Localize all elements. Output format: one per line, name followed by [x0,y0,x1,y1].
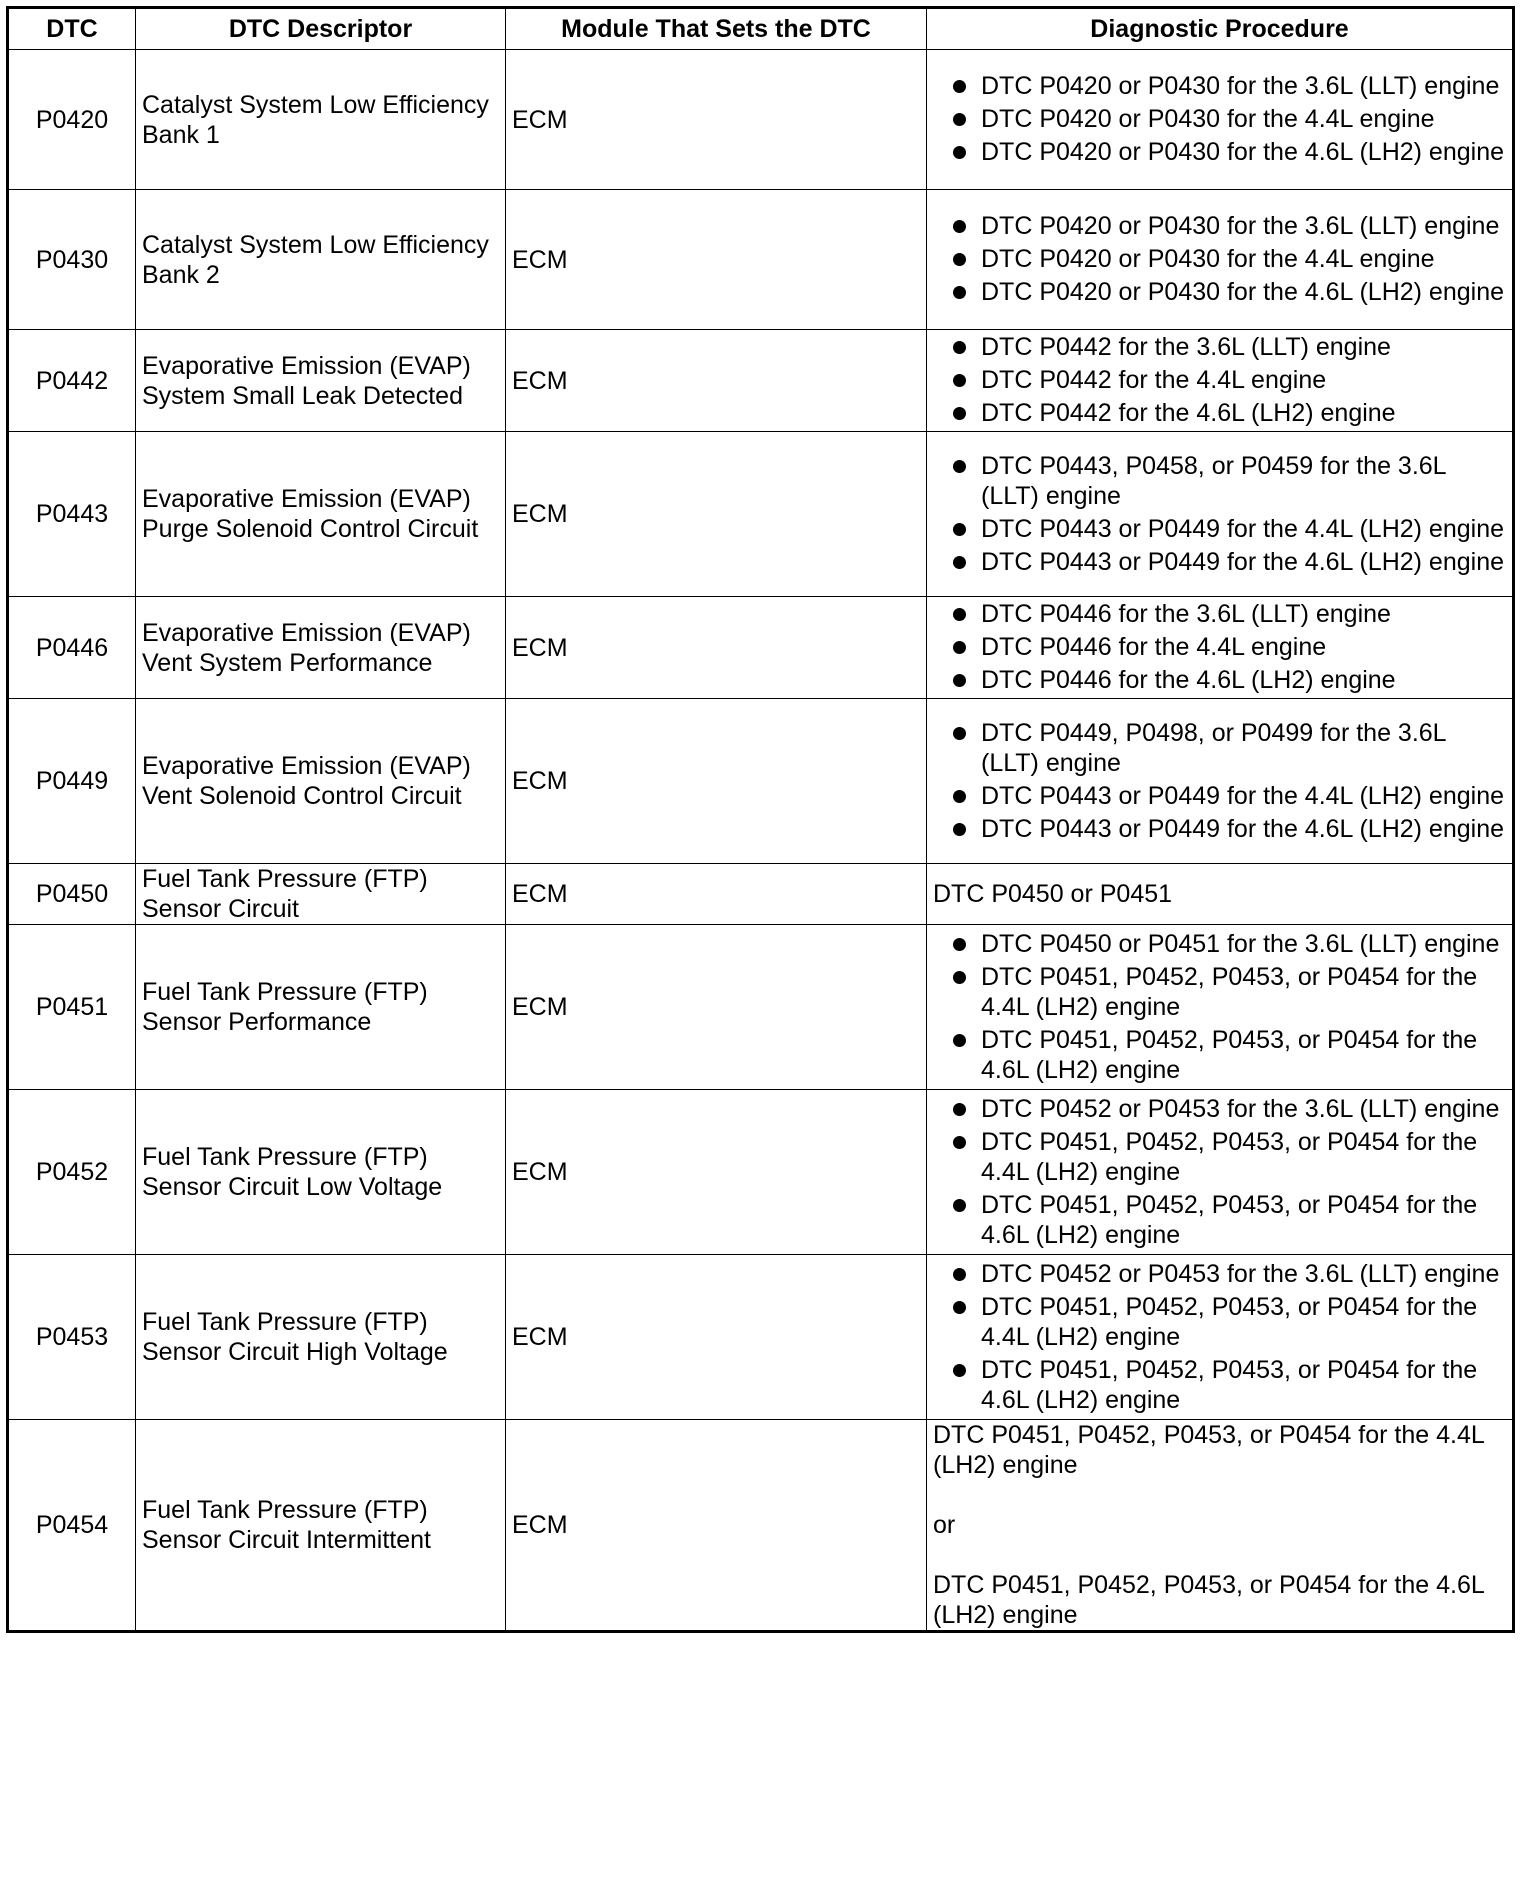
diagnostic-procedure [927,1420,1514,1632]
module-cell: ECM [506,330,927,432]
table-row [8,1090,1514,1255]
dtc-code: P0446 [8,597,136,699]
table-row [8,864,1514,925]
diagnostic-procedure [927,50,1514,190]
procedure-text[interactable]: DTC P0450 or P0451 [933,880,1173,908]
module-cell: ECM [506,432,927,597]
dtc-code: P0449 [8,699,136,864]
table-row [8,1420,1514,1632]
dtc-descriptor [136,925,506,1090]
procedure-list [933,1259,1506,1415]
procedure-link[interactable]: DTC P0443 or P0449 for the 4.6L (LH2) engine [933,547,1506,577]
dtc-descriptor [136,432,506,597]
module-cell: ECM [506,699,927,864]
procedure-link[interactable]: DTC P0446 for the 4.6L (LH2) engine [933,665,1506,695]
header-module: Module That Sets the DTC [506,8,927,50]
procedure-link[interactable]: DTC P0420 or P0430 for the 4.6L (LH2) engine [933,277,1506,307]
procedure-link[interactable]: DTC P0451, P0452, P0453, or P0454 for the 4.6L (LH2) engine [933,1190,1506,1250]
dtc-descriptor [136,50,506,190]
descriptor-line: Sensor Performance [142,1008,372,1036]
header-procedure: Diagnostic Procedure [927,8,1514,50]
descriptor-line: Fuel Tank Pressure (FTP) [142,865,428,893]
table-row [8,699,1514,864]
procedure-list [933,1094,1506,1250]
diagnostic-procedure [927,1090,1514,1255]
header-dtc: DTC [8,8,136,50]
dtc-code: P0420 [8,50,136,190]
dtc-descriptor [136,1420,506,1632]
descriptor-line: Evaporative Emission (EVAP) [142,485,471,513]
table-row [8,1255,1514,1420]
procedure-link[interactable]: DTC P0443 or P0449 for the 4.6L (LH2) engine [933,814,1506,844]
descriptor-line: Bank 2 [142,260,220,289]
procedure-link[interactable]: DTC P0442 for the 4.4L engine [933,365,1506,395]
descriptor-line: Catalyst System Low Efficiency [142,230,489,259]
module-cell: ECM [506,190,927,330]
diagnostic-procedure [927,1255,1514,1420]
descriptor-line: Fuel Tank Pressure (FTP) [142,1308,428,1336]
procedure-list [933,929,1506,1085]
descriptor-line: Sensor Circuit Low Voltage [142,1173,443,1201]
module-cell: ECM [506,864,927,925]
descriptor-line: Sensor Circuit Intermittent [142,1526,431,1554]
diagnostic-procedure [927,925,1514,1090]
procedure-link[interactable]: DTC P0452 or P0453 for the 3.6L (LLT) engine [933,1259,1506,1289]
procedure-link[interactable]: DTC P0420 or P0430 for the 4.6L (LH2) engine [933,137,1506,167]
dtc-code: P0452 [8,1090,136,1255]
descriptor-line: Catalyst System Low Efficiency [142,90,489,119]
descriptor-line: Evaporative Emission (EVAP) [142,752,471,780]
module-cell: ECM [506,1420,927,1632]
descriptor-line: System Small Leak Detected [142,381,463,410]
dtc-code: P0430 [8,190,136,330]
procedure-link[interactable]: DTC P0451, P0452, P0453, or P0454 for the 4.4L (LH2) engine [933,1292,1506,1352]
table-row [8,597,1514,699]
diagnostic-procedure [927,864,1514,925]
dtc-code: P0453 [8,1255,136,1420]
table-row [8,432,1514,597]
procedure-link[interactable]: DTC P0443, P0458, or P0459 for the 3.6L (LLT) engine [933,451,1506,511]
procedure-link[interactable]: DTC P0446 for the 3.6L (LLT) engine [933,599,1506,629]
module-cell: ECM [506,50,927,190]
procedure-link[interactable]: DTC P0452 or P0453 for the 3.6L (LLT) engine [933,1094,1506,1124]
dtc-descriptor [136,1090,506,1255]
table-row [8,330,1514,432]
dtc-descriptor [136,864,506,925]
descriptor-line: Purge Solenoid Control Circuit [142,515,479,543]
diagnostic-procedure [927,190,1514,330]
procedure-link[interactable]: DTC P0443 or P0449 for the 4.4L (LH2) engine [933,514,1506,544]
document-page [6,6,1512,1633]
procedure-link[interactable]: DTC P0443 or P0449 for the 4.4L (LH2) engine [933,781,1506,811]
module-cell: ECM [506,597,927,699]
descriptor-line: Evaporative Emission (EVAP) [142,618,471,647]
dtc-code: P0454 [8,1420,136,1632]
procedure-list [933,451,1506,577]
procedure-link[interactable]: DTC P0420 or P0430 for the 3.6L (LLT) engine [933,211,1506,241]
descriptor-line: Sensor Circuit High Voltage [142,1338,448,1366]
diagnostic-procedure [927,432,1514,597]
diagnostic-procedure [927,699,1514,864]
dtc-descriptor [136,190,506,330]
procedure-list [933,599,1506,695]
procedure-link[interactable]: DTC P0450 or P0451 for the 3.6L (LLT) engine [933,929,1506,959]
dtc-descriptor [136,699,506,864]
descriptor-line: Vent Solenoid Control Circuit [142,782,462,810]
procedure-link[interactable]: DTC P0420 or P0430 for the 4.4L engine [933,104,1506,134]
table-row [8,925,1514,1090]
procedure-link[interactable]: DTC P0442 for the 4.6L (LH2) engine [933,398,1506,428]
dtc-code: P0451 [8,925,136,1090]
procedure-list [933,332,1506,428]
procedure-text[interactable]: DTC P0451, P0452, P0453, or P0454 for the 4.6L (LH2) engine [933,1571,1484,1629]
procedure-link[interactable]: DTC P0451, P0452, P0453, or P0454 for the 4.6L (LH2) engine [933,1355,1506,1415]
procedure-list [933,718,1506,844]
procedure-text[interactable]: DTC P0451, P0452, P0453, or P0454 for the 4.4L (LH2) engine [933,1421,1484,1479]
procedure-list [933,211,1506,307]
procedure-link[interactable]: DTC P0420 or P0430 for the 3.6L (LLT) engine [933,71,1506,101]
diagnostic-procedure [927,330,1514,432]
descriptor-line: Fuel Tank Pressure (FTP) [142,1143,428,1171]
procedure-link[interactable]: DTC P0446 for the 4.4L engine [933,632,1506,662]
descriptor-line: Vent System Performance [142,648,433,677]
module-cell: ECM [506,1090,927,1255]
procedure-link[interactable]: DTC P0451, P0452, P0453, or P0454 for the 4.4L (LH2) engine [933,962,1506,1022]
table-row [8,50,1514,190]
descriptor-line: Bank 1 [142,120,220,149]
dtc-descriptor [136,1255,506,1420]
procedure-list [933,71,1506,167]
dtc-code: P0443 [8,432,136,597]
procedure-link[interactable]: DTC P0442 for the 3.6L (LLT) engine [933,332,1506,362]
dtc-code: P0450 [8,864,136,925]
procedure-link[interactable]: DTC P0451, P0452, P0453, or P0454 for the 4.4L (LH2) engine [933,1127,1506,1187]
procedure-link[interactable]: DTC P0451, P0452, P0453, or P0454 for the 4.6L (LH2) engine [933,1025,1506,1085]
header-row [8,8,1514,50]
spacer [933,1480,1506,1510]
descriptor-line: Evaporative Emission (EVAP) [142,351,471,380]
diagnostic-procedure [927,597,1514,699]
dtc-code: P0442 [8,330,136,432]
module-cell: ECM [506,925,927,1090]
spacer [933,1540,1506,1570]
procedure-link[interactable]: DTC P0449, P0498, or P0499 for the 3.6L (LLT) engine [933,718,1506,778]
descriptor-line: Fuel Tank Pressure (FTP) [142,1496,428,1524]
header-descriptor: DTC Descriptor [136,8,506,50]
dtc-table [6,6,1515,1633]
table-row [8,190,1514,330]
descriptor-line: Sensor Circuit [142,895,299,923]
procedure-text: or [933,1511,956,1539]
procedure-link[interactable]: DTC P0420 or P0430 for the 4.4L engine [933,244,1506,274]
dtc-descriptor [136,330,506,432]
descriptor-line: Fuel Tank Pressure (FTP) [142,978,428,1006]
module-cell: ECM [506,1255,927,1420]
dtc-descriptor [136,597,506,699]
